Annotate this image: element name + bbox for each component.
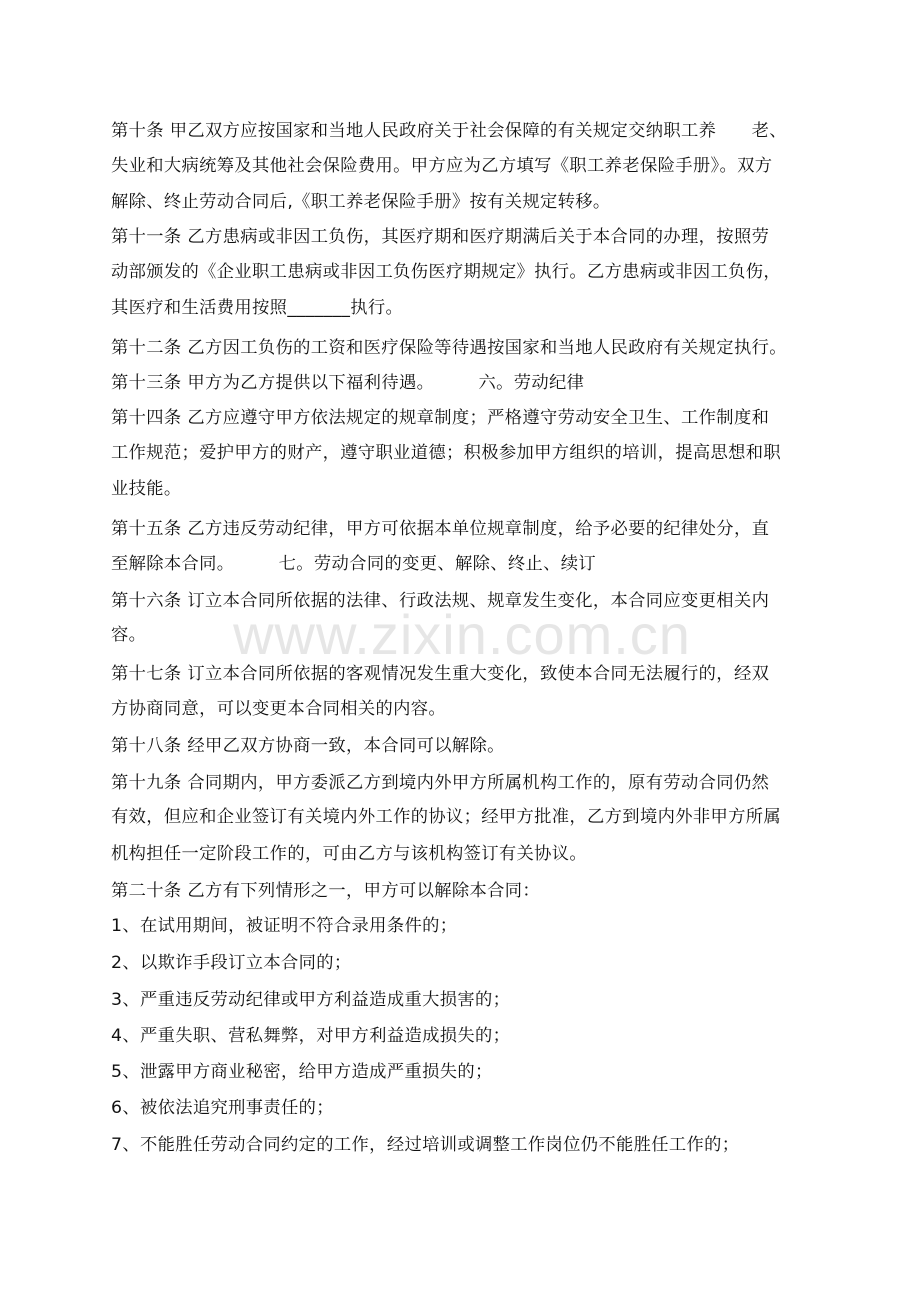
text-line: 4、严重失职、营私舞弊，对甲方利益造成损失的； xyxy=(111,1026,511,1046)
watermark: www.zixin.com.cn xyxy=(233,603,691,666)
text-line: 工作规范；爱护甲方的财产，遵守职业道德；积极参加甲方组织的培训，提高思想和职 xyxy=(111,443,781,463)
text-line: 5、泄露甲方商业秘密，给甲方造成严重损失的； xyxy=(111,1062,493,1082)
text-line: 第十四条 乙方应遵守甲方依法规定的规章制度；严格遵守劳动安全卫生、工作制度和 xyxy=(111,408,770,428)
text-line: 1、在试用期间，被证明不符合录用条件的； xyxy=(111,916,458,936)
text-line: 业技能。 xyxy=(111,479,182,499)
text-line: 第十九条 合同期内，甲方委派乙方到境内外甲方所属机构工作的，原有劳动合同仍然 xyxy=(111,773,770,793)
text-line: 至解除本合同。 七。劳动合同的变更、解除、终止、续订 xyxy=(111,554,597,574)
text-line: 失业和大病统筹及其他社会保险费用。甲方应为乙方填写《职工养老保险手册》。双方 xyxy=(111,156,773,176)
text-line: 第十六条 订立本合同所依据的法律、行政法规、规章发生变化，本合同应变更相关内 xyxy=(111,591,770,611)
text-line: 解除、终止劳动合同后,《职工养老保险手册》按有关规定转移。 xyxy=(111,192,611,212)
text-line: 第十八条 经甲乙双方协商一致，本合同可以解除。 xyxy=(111,736,505,756)
text-line: 第十二条 乙方因工负伤的工资和医疗保险等待遇按国家和当地人民政府有关规定执行。 xyxy=(111,338,787,358)
text-line: 机构担任一定阶段工作的，可由乙方与该机构签订有关协议。 xyxy=(111,844,588,864)
text-line: 第十五条 乙方违反劳动纪律，甲方可依据本单位规章制度，给予必要的纪律处分，直 xyxy=(111,519,770,539)
text-line: 7、不能胜任劳动合同约定的工作，经过培训或调整工作岗位仍不能胜任工作的； xyxy=(111,1135,740,1155)
text-line: 方协商同意，可以变更本合同相关的内容。 xyxy=(111,699,446,719)
text-line: 6、被依法追究刑事责任的； xyxy=(111,1098,334,1118)
text-line: 有效，但应和企业签订有关境内外工作的协议；经甲方批准，乙方到境内外非甲方所属 xyxy=(111,807,781,827)
text-line: 动部颁发的《企业职工患病或非因工负伤医疗期规定》执行。乙方患病或非因工负伤， xyxy=(111,262,781,282)
text-line: 其医疗和生活费用按照_______执行。 xyxy=(111,298,404,318)
text-line: 2、以欺诈手段订立本合同的； xyxy=(111,953,352,973)
text-line: 3、严重违反劳动纪律或甲方利益造成重大损害的； xyxy=(111,990,511,1010)
text-line: 第十七条 订立本合同所依据的客观情况发生重大变化，致使本合同无法履行的，经双 xyxy=(111,664,770,684)
text-line: 第十一条 乙方患病或非因工负伤，其医疗期和医疗期满后关于本合同的办理，按照劳 xyxy=(111,227,770,247)
text-line: 容。 xyxy=(111,625,147,645)
text-line: 第二十条 乙方有下列情形之一，甲方可以解除本合同： xyxy=(111,881,540,901)
text-line: 第十条 甲乙双方应按国家和当地人民政府关于社会保障的有关规定交纳职工养 老、 xyxy=(111,121,787,141)
text-line: 第十三条 甲方为乙方提供以下福利待遇。 六。劳动纪律 xyxy=(111,373,585,393)
